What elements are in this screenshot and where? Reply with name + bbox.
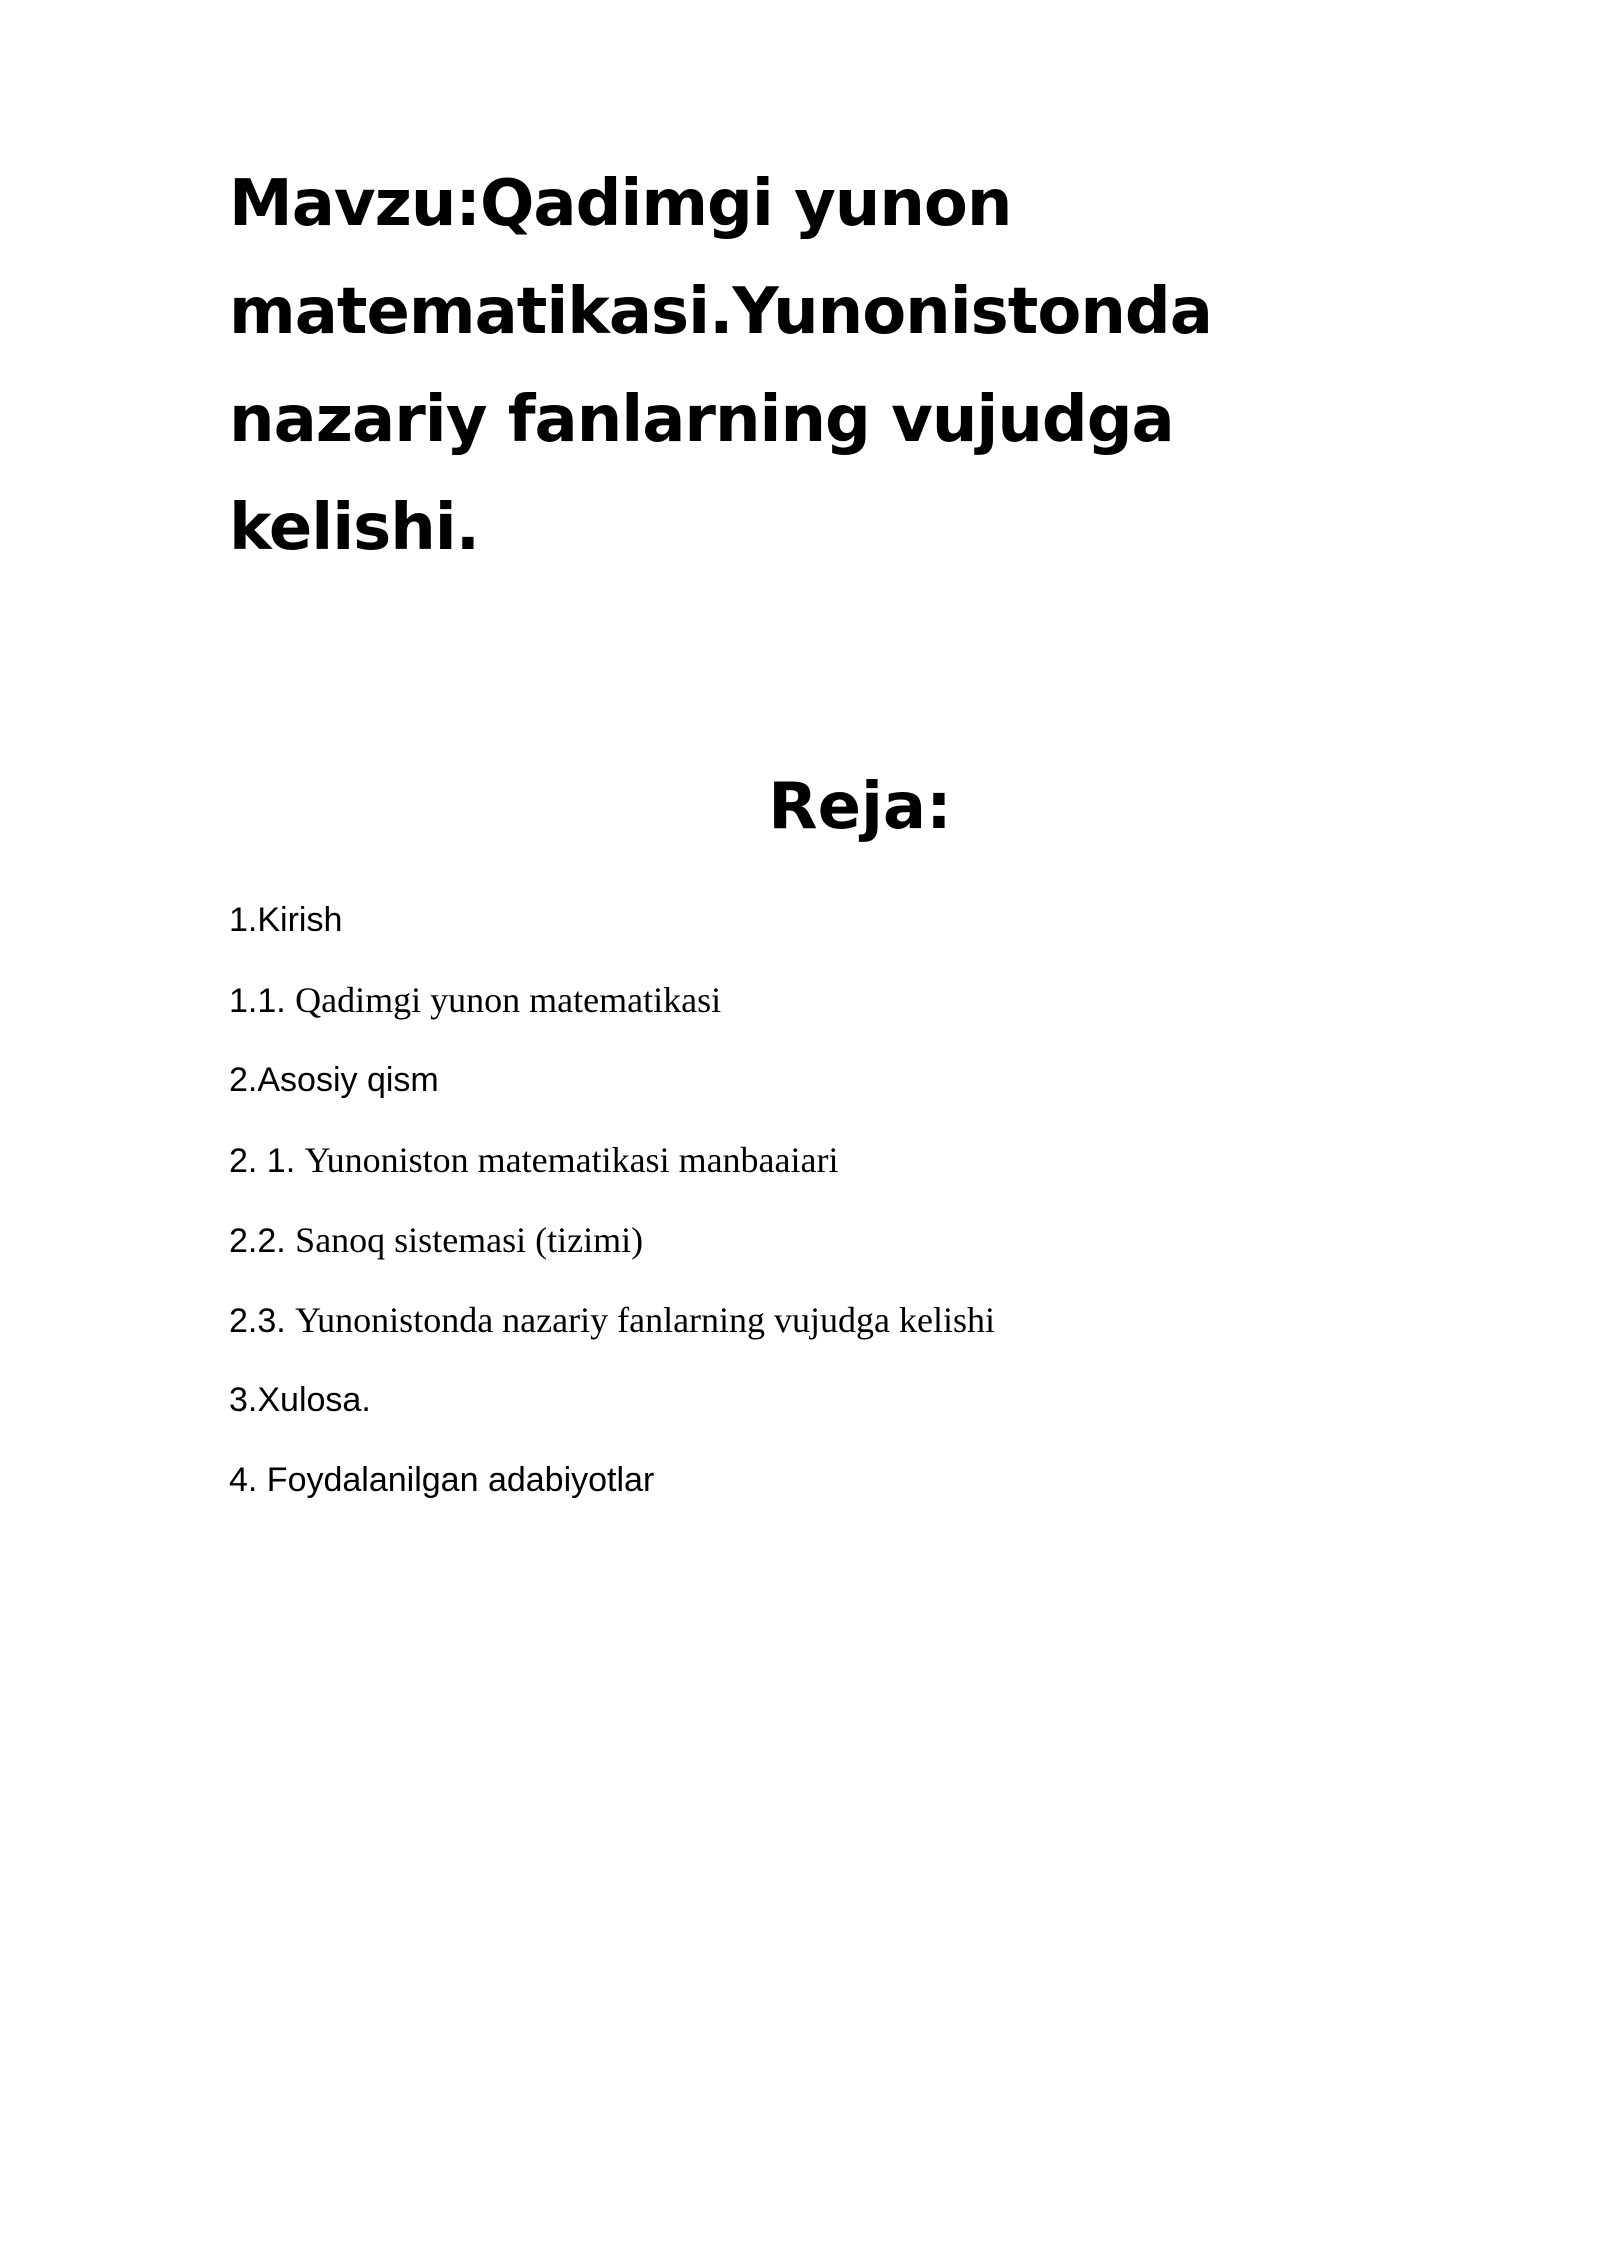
plan-list (229, 890, 995, 1530)
document-title: Mavzu:Qadimgi yunon matematikasi.Yunonistonda nazariy fanlarning vujudga kelishi. (229, 167, 1212, 565)
plan-item-number: 2.3. (229, 1302, 296, 1340)
plan-item-text: Sanoq sistemasi (tizimi) (295, 1220, 644, 1260)
plan-item-text: Qadimgi yunon matematikasi (295, 980, 722, 1020)
plan-item-text: 1.Kirish (229, 901, 343, 939)
plan-item-text: 4. Foydalanilgan adabiyotlar (229, 1461, 655, 1499)
plan-item-adabiyotlar (229, 1450, 995, 1530)
plan-item-text: Yunonistonda nazariy fanlarning vujudga kelishi (295, 1300, 996, 1340)
plan-item-number: 1.1. (229, 982, 296, 1020)
plan-heading: Reja: (768, 770, 952, 844)
plan-item-xulosa (229, 1370, 995, 1450)
plan-item-number: 2.2. (229, 1222, 296, 1260)
plan-item-2-2 (229, 1210, 995, 1290)
plan-item-kirish (229, 890, 995, 970)
plan-item-text: Yunoniston matematikasi manbaaiari (304, 1140, 839, 1180)
plan-item-2-3 (229, 1290, 995, 1370)
plan-item-text: 2.Asosiy qism (229, 1061, 439, 1099)
plan-item-number: 2. 1. (229, 1142, 305, 1180)
plan-item-text: 3.Xulosa. (229, 1381, 371, 1419)
plan-item-asosiy-qism (229, 1050, 995, 1130)
plan-item-2-1 (229, 1130, 995, 1210)
plan-item-1-1 (229, 970, 995, 1050)
